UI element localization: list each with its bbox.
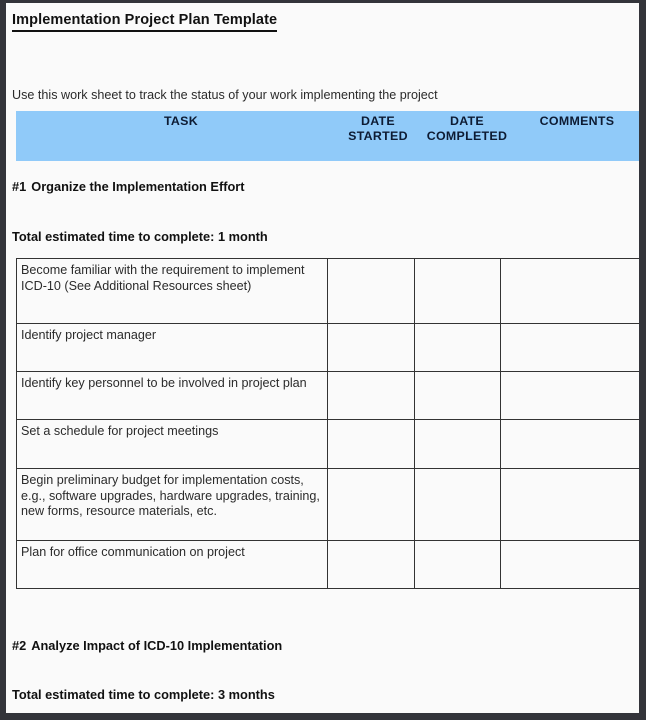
date-completed-cell[interactable] [415,420,501,469]
task-cell [17,469,328,541]
section-2-title: Analyze Impact of ICD-10 Implementation [31,638,283,653]
date-completed-cell-value [415,469,500,487]
date-completed-cell[interactable] [415,541,501,589]
table-row [17,259,640,324]
comments-cell-value [501,469,639,487]
column-header-date-started-line2: STARTED [348,129,408,143]
column-header-date-completed-line2: COMPLETED [426,129,508,143]
task-text: Identify project manager [21,328,157,342]
comments-cell[interactable] [501,469,640,541]
comments-cell[interactable] [501,324,640,372]
date-completed-cell[interactable] [415,372,501,420]
date-started-cell-value [328,420,414,438]
intro-instruction: Use this work sheet to track the status of your work implementing the project [12,88,438,102]
task-cell [17,324,328,372]
date-started-cell-value [328,541,414,559]
section-1-estimate: Total estimated time to complete: 1 month [12,229,268,244]
page-title: Implementation Project Plan Template [12,12,277,32]
table-row [17,541,640,589]
date-started-cell[interactable] [328,372,415,420]
column-header-task: TASK [163,114,198,128]
table-column-header-band [16,111,639,161]
comments-cell-value [501,324,639,342]
section-1-title: Organize the Implementation Effort [31,179,245,194]
comments-cell-value [501,259,639,277]
date-completed-cell-value [415,541,500,559]
date-started-cell[interactable] [328,420,415,469]
column-header-comments: COMMENTS [539,114,615,128]
comments-cell[interactable] [501,420,640,469]
task-table-section-1 [16,258,639,589]
date-completed-cell[interactable] [415,469,501,541]
comments-cell[interactable] [501,259,640,324]
task-text: Begin preliminary budget for implementation costs, e.g., software upgrades, hardware upgrades, training, new forms, resource materials, etc. [21,473,320,518]
date-completed-cell-value [415,259,500,277]
table-row [17,324,640,372]
date-completed-cell-value [415,324,500,342]
comments-cell-value [501,372,639,390]
date-completed-cell-value [415,420,500,438]
date-started-cell[interactable] [328,469,415,541]
date-started-cell-value [328,469,414,487]
date-started-cell[interactable] [328,324,415,372]
column-header-date-completed-line1: DATE [449,114,484,128]
date-started-cell[interactable] [328,259,415,324]
section-2-estimate: Total estimated time to complete: 3 months [12,687,275,702]
date-completed-cell[interactable] [415,324,501,372]
date-started-cell-value [328,372,414,390]
column-header-date-started-line1: DATE [360,114,395,128]
table-row [17,469,640,541]
task-cell [17,372,328,420]
table-row [17,420,640,469]
task-text: Become familiar with the requirement to implement ICD-10 (See Additional Resources sheet) [21,263,305,293]
table-row [17,372,640,420]
task-text: Identify key personnel to be involved in project plan [21,376,307,390]
task-text: Plan for office communication on project [21,545,245,559]
column-header-date-completed [412,114,522,144]
date-started-cell[interactable] [328,541,415,589]
section-2-heading [12,638,282,654]
section-1-heading [12,179,245,195]
comments-cell-value [501,420,639,438]
task-text: Set a schedule for project meetings [21,424,219,438]
comments-cell-value [501,541,639,559]
comments-cell[interactable] [501,541,640,589]
section-1-number: #1 [12,179,27,194]
document-page [6,3,639,713]
task-cell [17,259,328,324]
section-2-number: #2 [12,638,27,653]
task-cell [17,541,328,589]
date-completed-cell[interactable] [415,259,501,324]
date-started-cell-value [328,324,414,342]
comments-cell[interactable] [501,372,640,420]
task-cell [17,420,328,469]
date-started-cell-value [328,259,414,277]
date-completed-cell-value [415,372,500,390]
